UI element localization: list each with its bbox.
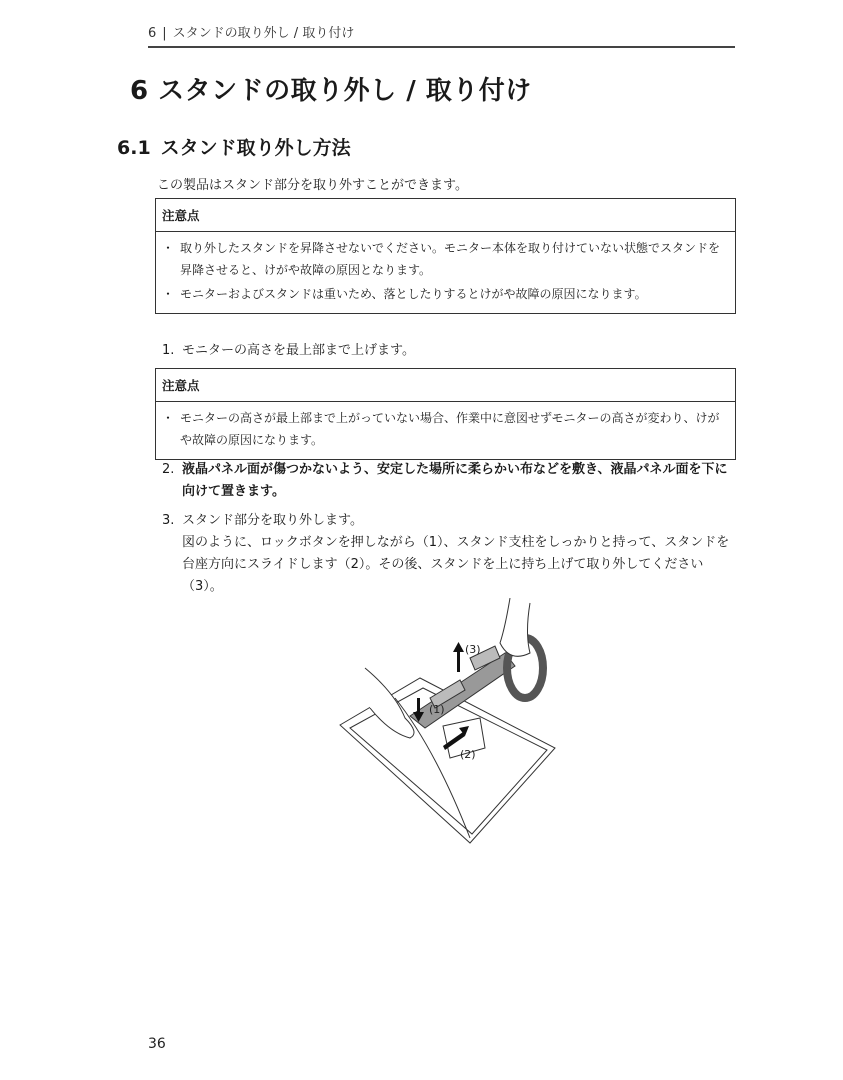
step-number: 1.: [162, 343, 175, 358]
section-number: 6.1: [117, 137, 151, 159]
header-separator: |: [162, 26, 167, 41]
step-text: 液晶パネル面が傷つかないよう、安定した場所に柔らかい布などを敷き、液晶パネル面を下に向けて置きます。: [182, 462, 728, 499]
step-number: 3.: [162, 513, 175, 528]
label-step-2: (2): [460, 748, 476, 761]
step-3: [162, 510, 737, 598]
chapter-title: 6 スタンドの取り外し / 取り付け: [130, 76, 532, 106]
step-1: [162, 340, 737, 362]
caution-box-2: [155, 368, 736, 460]
caution-list: [156, 402, 735, 459]
header-chapter-num: 6: [148, 26, 157, 41]
caution-item: ・ 取り外したスタンドを昇降させないでください。モニター本体を取り付けていない状態でスタンドを昇降させると、けがや故障の原因となります。: [166, 237, 729, 281]
step-text: モニターの高さを最上部まで上げます。: [182, 343, 415, 358]
intro-text: この製品はスタンド部分を取り外すことができます。: [157, 178, 468, 193]
illustration-svg: [335, 598, 565, 848]
caution-item: ・ モニターの高さが最上部まで上がっていない場合、作業中に意図せずモニターの高さが変わり、けがや故障の原因になります。: [166, 407, 729, 451]
caution-list: [156, 232, 735, 313]
step-number: 2.: [162, 462, 175, 477]
label-step-1: (1): [429, 703, 445, 716]
section-name: スタンド取り外し方法: [160, 137, 351, 159]
page-number: 36: [148, 1036, 166, 1052]
section-title: [117, 133, 351, 160]
step-detail: 図のように、ロックボタンを押しながら（1）、スタンド支柱をしっかりと持って、スタンドを台座方向にスライドします（2）。その後、スタンドを上に持ち上げて取り外してください（3）。: [182, 535, 730, 594]
caution-box-1: [155, 198, 736, 314]
running-header: [148, 22, 735, 48]
caution-item: ・ モニターおよびスタンドは重いため、落としたりするとけがや故障の原因になります。: [166, 283, 729, 305]
caution-heading: 注意点: [156, 369, 735, 402]
stand-removal-illustration: [335, 598, 565, 848]
step-text: スタンド部分を取り外します。: [182, 513, 363, 528]
caution-heading: 注意点: [156, 199, 735, 232]
header-chapter-name: スタンドの取り外し / 取り付け: [172, 26, 355, 41]
step-2: [162, 459, 737, 503]
label-step-3: (3): [465, 643, 481, 656]
